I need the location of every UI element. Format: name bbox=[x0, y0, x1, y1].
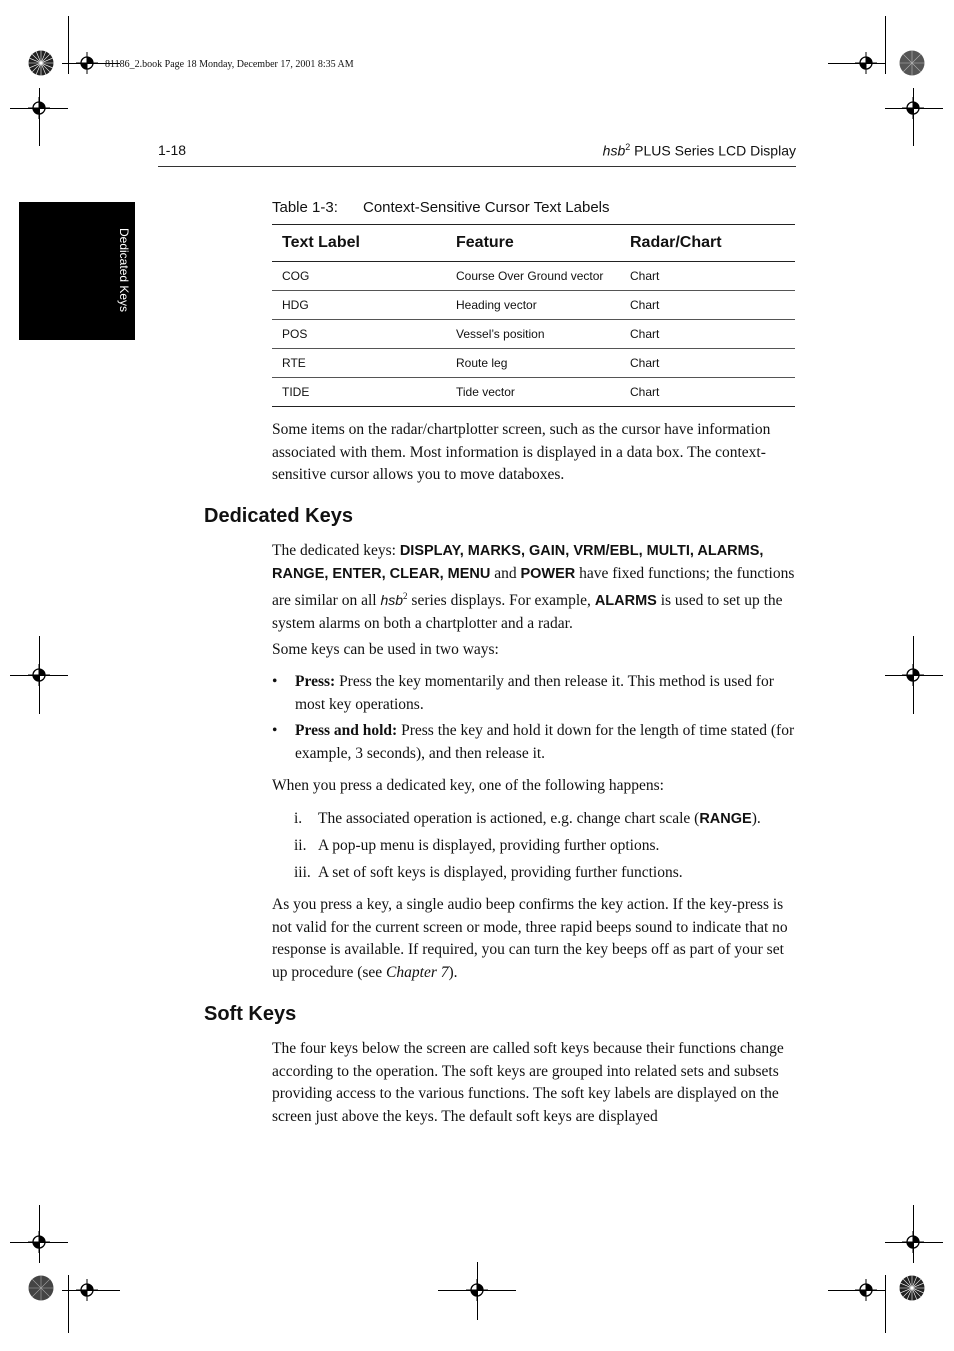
table-header-row bbox=[272, 225, 795, 262]
table-caption-text: Context-Sensitive Cursor Text Labels bbox=[363, 199, 610, 216]
list-item bbox=[272, 720, 797, 765]
beep-paragraph bbox=[272, 894, 797, 984]
text-run: series displays. For example, bbox=[407, 592, 595, 610]
table-cell: RTE bbox=[272, 349, 446, 378]
table-caption bbox=[272, 199, 610, 216]
table-cell: COG bbox=[272, 262, 446, 291]
list-item-text: The associated operation is actioned, e.g. change chart scale ( bbox=[318, 810, 700, 827]
text-run: The dedicated keys: bbox=[272, 542, 400, 559]
outcomes-list bbox=[294, 808, 799, 889]
registration-target-icon bbox=[902, 1231, 924, 1253]
registration-target-icon bbox=[28, 97, 50, 119]
table-cell: Chart bbox=[620, 291, 795, 320]
list-item-text: Press the key momentarily and then release it. This method is used for most key operations. bbox=[295, 673, 774, 713]
title-hsb: hsb bbox=[602, 142, 626, 159]
registration-target-icon bbox=[28, 1231, 50, 1253]
soft-keys-paragraph: The four keys below the screen are called soft keys because their functions change according to the operation. The soft keys are grouped into related sets and subsets providing access to the various functions. The soft key labels are displayed on the screen just above the keys. The default soft keys are displayed bbox=[272, 1040, 784, 1125]
page-number: 1-18 bbox=[158, 142, 187, 158]
hsb-brand: hsb bbox=[380, 592, 404, 609]
text-run: have fixed functions; the functions are similar on all bbox=[272, 564, 795, 610]
table-row bbox=[272, 378, 795, 407]
print-info-line: 81186_2.book Page 18 Monday, December 17, 2001 8:35 AM bbox=[105, 59, 354, 70]
section-heading-dedicated-keys: Dedicated Keys bbox=[204, 505, 353, 527]
table-cell: POS bbox=[272, 320, 446, 349]
table-cell: TIDE bbox=[272, 378, 446, 407]
list-item bbox=[294, 835, 799, 858]
key-press-paragraph: When you press a dedicated key, one of the following happens: bbox=[272, 777, 664, 794]
table-cell: Chart bbox=[620, 378, 795, 407]
table-header-cell: Feature bbox=[446, 225, 620, 262]
table-cell: Chart bbox=[620, 262, 795, 291]
hsb-superscript: 2 bbox=[403, 591, 408, 601]
table-header-cell: Radar/Chart bbox=[620, 225, 795, 262]
starburst-mark-icon bbox=[28, 50, 54, 76]
list-item-term: Press: bbox=[295, 673, 336, 690]
list-number: i. bbox=[294, 810, 303, 827]
table-cell: HDG bbox=[272, 291, 446, 320]
dedicated-keys-paragraph bbox=[272, 540, 797, 635]
table-caption-label: Table 1-3: bbox=[272, 199, 338, 216]
key-names: DISPLAY, MARKS, GAIN, VRM/EBL, MULTI, ALARMS, RANGE, ENTER, CLEAR, MENU bbox=[272, 543, 764, 582]
text-run: and bbox=[490, 564, 521, 582]
list-item bbox=[294, 808, 799, 831]
side-tab-label: Dedicated Keys bbox=[117, 228, 131, 313]
text-run: ). bbox=[448, 963, 458, 981]
key-alarms: ALARMS bbox=[594, 593, 657, 610]
starburst-mark-icon bbox=[899, 50, 925, 76]
title-superscript: 2 bbox=[625, 142, 631, 152]
registration-target-icon bbox=[855, 1279, 877, 1301]
registration-target-icon bbox=[902, 97, 924, 119]
registration-target-icon bbox=[855, 52, 877, 74]
key-range: RANGE bbox=[699, 811, 752, 827]
table-cell: Chart bbox=[620, 320, 795, 349]
table-cell: Vessel’s position bbox=[446, 320, 620, 349]
crop-line bbox=[68, 16, 69, 74]
two-ways-paragraph: Some keys can be used in two ways: bbox=[272, 641, 499, 658]
registration-target-icon bbox=[466, 1279, 488, 1301]
list-item-term: Press and hold: bbox=[295, 722, 398, 739]
chapter-side-tab bbox=[19, 202, 135, 340]
bullet-symbol: • bbox=[272, 673, 278, 690]
list-number: ii. bbox=[294, 837, 307, 854]
table-cell: Course Over Ground vector bbox=[446, 262, 620, 291]
list-item-text: ). bbox=[751, 810, 761, 827]
registration-target-icon bbox=[28, 664, 50, 686]
list-item-text: A set of soft keys is displayed, providing further functions. bbox=[318, 864, 683, 881]
key-usage-list bbox=[272, 671, 797, 769]
text-run: is used to set up the system alarms on both a chartplotter and a radar. bbox=[272, 592, 783, 632]
starburst-mark-icon bbox=[28, 1275, 54, 1301]
registration-target-icon bbox=[902, 664, 924, 686]
table-cell: Chart bbox=[620, 349, 795, 378]
table-row bbox=[272, 349, 795, 378]
list-number: iii. bbox=[294, 864, 311, 881]
cursor-labels-table bbox=[272, 224, 795, 407]
page-header bbox=[158, 140, 796, 167]
list-item-text: Press the key and hold it down for the length of time stated (for example, 3 seconds), and then release it. bbox=[295, 722, 795, 762]
key-power: POWER bbox=[520, 565, 576, 582]
table-cell: Tide vector bbox=[446, 378, 620, 407]
table-header-cell: Text Label bbox=[272, 225, 446, 262]
title-rest: PLUS Series LCD Display bbox=[630, 142, 796, 159]
bullet-symbol: • bbox=[272, 722, 278, 739]
list-item bbox=[294, 862, 799, 885]
chapter-reference: Chapter 7 bbox=[386, 963, 449, 981]
list-item bbox=[272, 671, 797, 716]
crop-line bbox=[885, 16, 886, 74]
table-row bbox=[272, 320, 795, 349]
table-cell: Route leg bbox=[446, 349, 620, 378]
registration-target-icon bbox=[76, 1279, 98, 1301]
table-row bbox=[272, 262, 795, 291]
table-row bbox=[272, 291, 795, 320]
page-title bbox=[603, 142, 796, 159]
section-heading-soft-keys: Soft Keys bbox=[204, 1003, 297, 1025]
table-cell: Heading vector bbox=[446, 291, 620, 320]
intro-paragraph: Some items on the radar/chartplotter screen, such as the cursor have information associated with them. Most information is displayed in a data box. The context-sensitive cursor allows you to move databoxes. bbox=[272, 421, 771, 483]
starburst-mark-icon bbox=[899, 1275, 925, 1301]
list-item-text: A pop-up menu is displayed, providing further options. bbox=[318, 837, 660, 854]
registration-target-icon bbox=[76, 52, 98, 74]
text-run: As you press a key, a single audio beep confirms the key action. If the key-press is not valid for the current screen or mode, three rapid beeps sound to indicate that no response is available. If required, you can turn the key beeps off as part of your set up procedure (see bbox=[272, 896, 788, 981]
crop-line bbox=[885, 1275, 886, 1333]
crop-line bbox=[68, 1275, 69, 1333]
